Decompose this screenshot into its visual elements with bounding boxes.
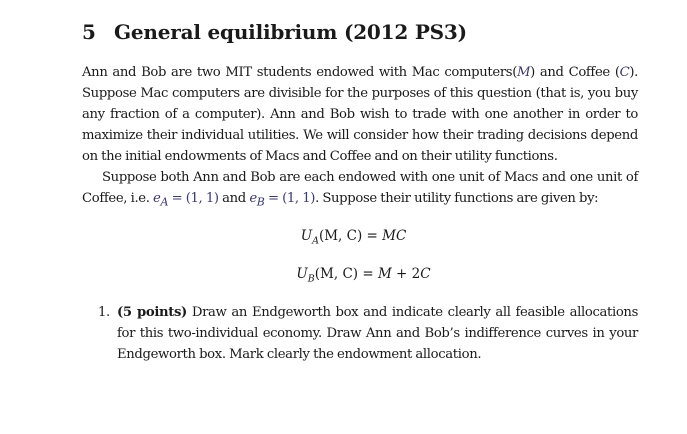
question-list	[98, 302, 638, 365]
e-a-var: e	[153, 191, 161, 206]
e-a-sub: A	[160, 195, 169, 209]
eq1-args: (M, C) =	[318, 228, 383, 244]
intro-text-a: Ann and Bob are two MIT students endowed with Mac computers(	[82, 65, 517, 80]
eq2-args: (M, C) =	[314, 266, 378, 282]
list-item	[117, 302, 638, 365]
section-title-text: General equilibrium (2012 PS3)	[114, 20, 467, 44]
eq1-rhs: MC	[382, 228, 407, 244]
e-b-val: = (1, 1)	[264, 191, 316, 206]
points-label: (5 points)	[117, 305, 187, 320]
intro-paragraph	[82, 62, 638, 167]
e-b-var: e	[249, 191, 257, 206]
eq2-rhs-m: M	[377, 266, 392, 282]
endowment-text-mid: and	[218, 191, 250, 206]
endowment-text-b: . Suppose their utility functions are given by:	[315, 191, 599, 206]
eq2-rhs-op: + 2	[391, 266, 421, 282]
question-text: Draw an Endgeworth box and indicate clearly all feasible allocations for this two-individual economy. Draw Ann and Bob’s indifference curves in your Endgeworth box. Mark clearly the endowment allocation.	[117, 305, 638, 362]
var-c: C	[619, 65, 630, 80]
intro-text-c: ). Suppose Mac computers are divisible for the purposes of this question (that is, you buy any fraction of a computer). Ann and Bob wish to trade with one another in order to maximize their individual utilities. We will consider how their trading decisions depend on the initial endowments of Macs and Coffee and on their utility functions.	[82, 65, 638, 164]
eq2-rhs-c: C	[420, 266, 431, 282]
e-a-val: = (1, 1)	[168, 191, 219, 206]
eq1-u: U	[300, 228, 313, 244]
intro-text-b: ) and Coffee (	[530, 65, 620, 80]
endowment-paragraph	[82, 167, 638, 209]
var-m: M	[517, 65, 531, 80]
utility-equation-b	[20, 266, 687, 285]
section-number: 5	[82, 20, 96, 44]
utility-equation-a	[10, 228, 687, 247]
section-heading	[82, 20, 467, 44]
eq1-sub: A	[312, 235, 319, 247]
eq2-sub: B	[307, 273, 315, 285]
endowment-text-a: Suppose both Ann and Bob are each endowed with one unit of Macs and one unit of Coffee, i.e.	[82, 170, 638, 206]
list-item-marker: 1.	[98, 305, 110, 320]
eq2-u: U	[296, 266, 308, 282]
e-b-sub: B	[256, 195, 265, 209]
